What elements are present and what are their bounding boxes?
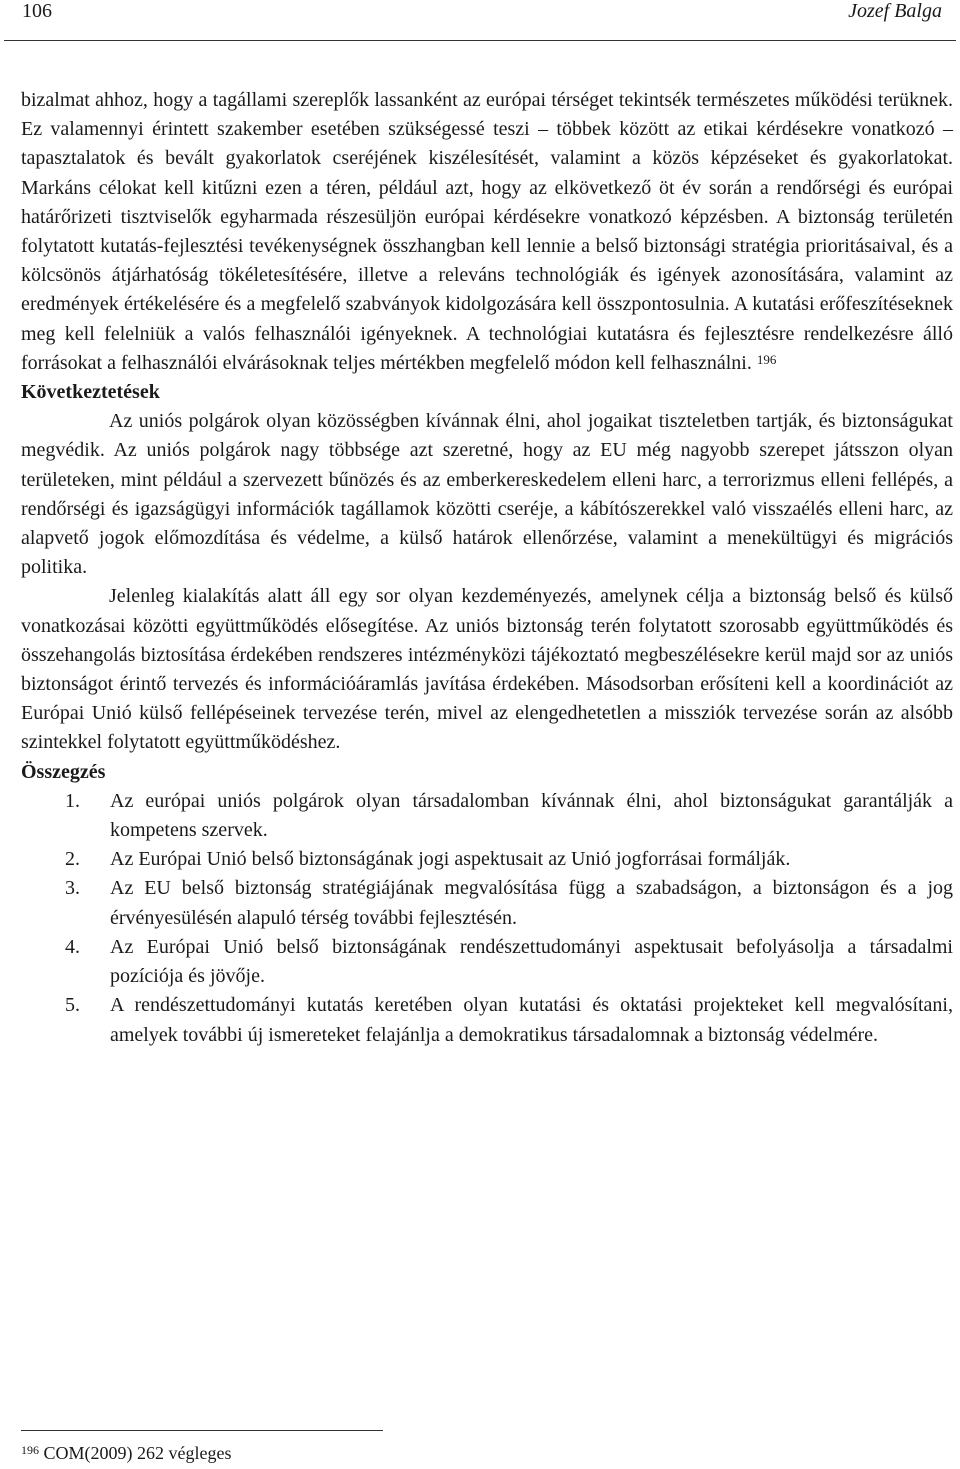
section-heading-conclusions: Következtetések [21,381,160,404]
footnote [21,1442,231,1464]
summary-list [21,787,953,1050]
summary-item-text: Az Európai Unió belső biztonságának rendészettudományi aspektusait befolyásolja a társadalmi pozíciója és jövője. [110,935,953,988]
running-header-author: Jozef Balga [848,0,942,22]
page-header [0,0,960,40]
summary-item [21,933,953,991]
summary-item-number: 1. [65,789,80,812]
header-divider [4,40,956,41]
summary-item-text: Az Európai Unió belső biztonságának jogi aspektusait az Unió jogforrásai formálják. [110,848,791,871]
summary-item-text: Az EU belső biztonság stratégiájának megvalósítása függ a szabadságon, a biztonságon és a jog érvényesülésén alapuló térség további fejlesztésén. [110,877,953,929]
footnote-text: COM(2009) 262 végleges [43,1443,232,1463]
summary-item-number: 2. [65,848,80,871]
summary-item-number: 4. [65,935,80,958]
summary-item-text: Az európai uniós polgárok olyan társadalomban kívánnak élni, ahol biztonságukat garantálják a kompetens szervek. [110,789,953,842]
body-paragraph-1-text: bizalmat ahhoz, hogy a tagállami szereplők lassanként az európai térséget tekintsék természetes működési terüknek. Ez valamennyi érintett szakember esetében szükségessé teszi – többek között az etikai kérdésekre vonatkozó – tapasztalatok és bevált gyakorlatok cseréjének kiszélesítését, valamint a közös képzéseket és gyakorlatokat. Markáns célokat kell kitűzni ezen a téren, például azt, hogy az elkövetkező öt év során a rendőrségi és európai határőrizeti tisztviselők egyharmada részesüljön európai kérdésekre vonatkozó képzésben. A biztonság területén folytatott kutatás-fejlesztési tevékenységnek összhangban kell lennie a belső biztonsági stratégia prioritásaival, és a kölcsönös átjárhatóság tökéletesítésére, illetve a releváns technológiák és igények azonosítására, valamint az eredmények értékelésére és a megfelelő szabványok kidolgozására kell összpontosulnia. A kutatási erőfeszítéseknek meg kell felelniük a valós felhasználói igényeknek. A technológiai kutatásra és fejlesztésre rendelkezésre álló forrásokat a felhasználói elvárásoknak teljes mértékben megfelelő módon kell felhasználni. [21,89,953,374]
summary-item [21,845,953,874]
summary-item [21,874,953,932]
body-paragraph-2: Az uniós polgárok olyan közösségben kívánnak élni, ahol jogaikat tiszteletben tartják, és biztonságukat megvédik. Az uniós polgárok nagy többsége azt szeretné, hogy az EU még nagyobb szerepet játsszon olyan területeken, mint például a szervezett bűnözés és az emberkereskedelem elleni harc, a terrorizmus elleni fellépés, a rendőrségi és igazságügyi információk tagállamok közötti cseréje, a kábítószerekkel való visszaélés elleni harc, az alapvető jogok előmozdítása és védelme, a külső határok ellenőrzése, valamint a menekültügyi és migrációs politika. [21,410,953,579]
footnote-divider [21,1430,383,1431]
summary-item-text: A rendészettudományi kutatás keretében olyan kutatási és oktatási projekteket kell megvalósítani, amelyek további új ismereteket felajánlja a demokratikus társadalomnak a biztonság védelmére. [110,994,953,1046]
footnote-mark: 196 [21,1443,39,1457]
footnote-reference[interactable]: 196 [756,351,777,367]
section-heading-summary: Összegzés [21,760,106,783]
summary-item [21,991,953,1049]
page-number: 106 [22,0,52,22]
summary-item [21,787,953,845]
summary-item-number: 5. [65,994,80,1017]
body-paragraph-1 [21,86,953,378]
page-body [21,86,953,1050]
summary-item-number: 3. [65,877,80,900]
body-paragraph-3: Jelenleg kialakítás alatt áll egy sor olyan kezdeményezés, amelynek célja a biztonság belső és külső vonatkozásai közötti együttműködés elősegítése. Az uniós biztonság terén folytatott szorosabb együttműködés és összehangolás biztosítása érdekében rendszeres intézményközi tájékoztató megbeszélésekre kerül majd sor az uniós biztonságot érintő tervezés és információáramlás javítása érdekében. Másodsorban erősíteni kell a koordinációt az Európai Unió külső fellépéseinek tervezése terén, mivel az elengedhetetlen a missziók tervezése során az alsóbb szintekkel folytatott együttműködéshez. [21,585,953,754]
